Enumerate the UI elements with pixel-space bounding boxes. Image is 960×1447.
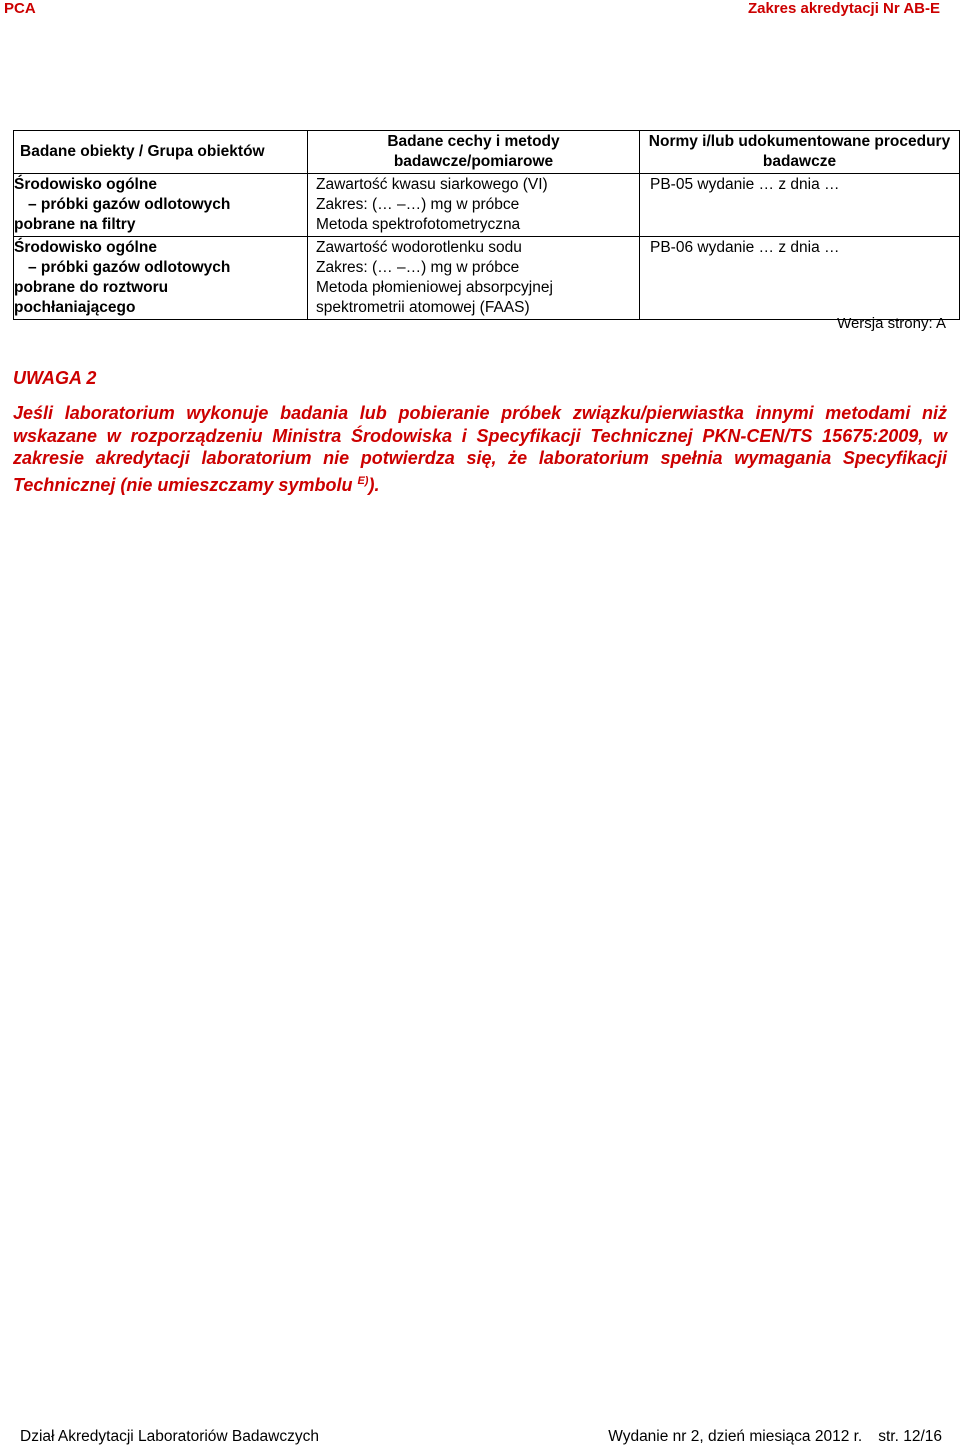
note-body: Jeśli laboratorium wykonuje badania lub pobieranie próbek związku/pierwiastka innymi metodami niż wskazane w rozporządzeniu Ministra Środowiska i Specyfikacji Technicznej PKN-CEN/TS 15675:2009, w zakresie akredytacji laboratorium nie potwierdza się, że laboratorium spełnia wymagania Specyfikacji Technicznej (nie umieszczamy symbolu <box>13 403 947 495</box>
object-cell <box>14 174 308 237</box>
method-line: Metoda płomieniowej absorpcyjnej <box>316 279 553 296</box>
method-line: Zawartość wodorotlenku sodu <box>316 239 522 256</box>
object-line: – próbki gazów odlotowych <box>28 259 231 276</box>
method-line: Metoda spektrofotometryczna <box>316 216 521 233</box>
norm-text: PB-05 wydanie … z dnia … <box>650 176 840 193</box>
header-norms: Normy i/lub udokumentowane procedury badawcze <box>640 131 960 174</box>
object-line: – próbki gazów odlotowych <box>28 196 231 213</box>
footer-edition: Wydanie nr 2, dzień miesiąca 2012 r. <box>608 1428 863 1445</box>
object-line: pobrane do roztworu <box>14 279 169 296</box>
table-row <box>14 174 960 237</box>
object-line: pobrane na filtry <box>14 216 136 233</box>
object-cell <box>14 237 308 320</box>
norm-cell <box>640 174 960 237</box>
note-title: UWAGA 2 <box>13 368 97 388</box>
note-text <box>13 402 947 496</box>
method-line: Zawartość kwasu siarkowego (VI) <box>316 176 548 193</box>
footer-department: Dział Akredytacji Laboratoriów Badawczych <box>20 1428 319 1445</box>
norm-text: PB-06 wydanie … z dnia … <box>650 239 840 256</box>
object-line: Środowisko ogólne <box>14 176 157 193</box>
method-line: spektrometrii atomowej (FAAS) <box>316 299 530 316</box>
norm-cell <box>640 237 960 320</box>
header-right: Zakres akredytacji Nr AB-E <box>747 0 940 17</box>
method-cell <box>308 174 640 237</box>
method-line: Zakres: (… –…) mg w próbce <box>316 196 520 213</box>
header-methods: Badane cechy i metody badawcze/pomiarowe <box>308 131 640 174</box>
note-symbol: E) <box>357 474 369 487</box>
method-cell <box>308 237 640 320</box>
footer-right <box>608 1428 942 1446</box>
table-header-row <box>14 131 960 174</box>
note-end: ). <box>368 474 380 495</box>
object-line: pochłaniającego <box>14 299 136 316</box>
page-version: Wersja strony: A <box>837 315 946 332</box>
scope-table <box>13 130 960 320</box>
header-left: PCA <box>4 0 36 17</box>
method-line: Zakres: (… –…) mg w próbce <box>316 259 520 276</box>
table-row <box>14 237 960 320</box>
footer-page-number: str. 12/16 <box>878 1428 942 1445</box>
object-line: Środowisko ogólne <box>14 239 157 256</box>
header-objects: Badane obiekty / Grupa obiektów <box>14 131 308 174</box>
